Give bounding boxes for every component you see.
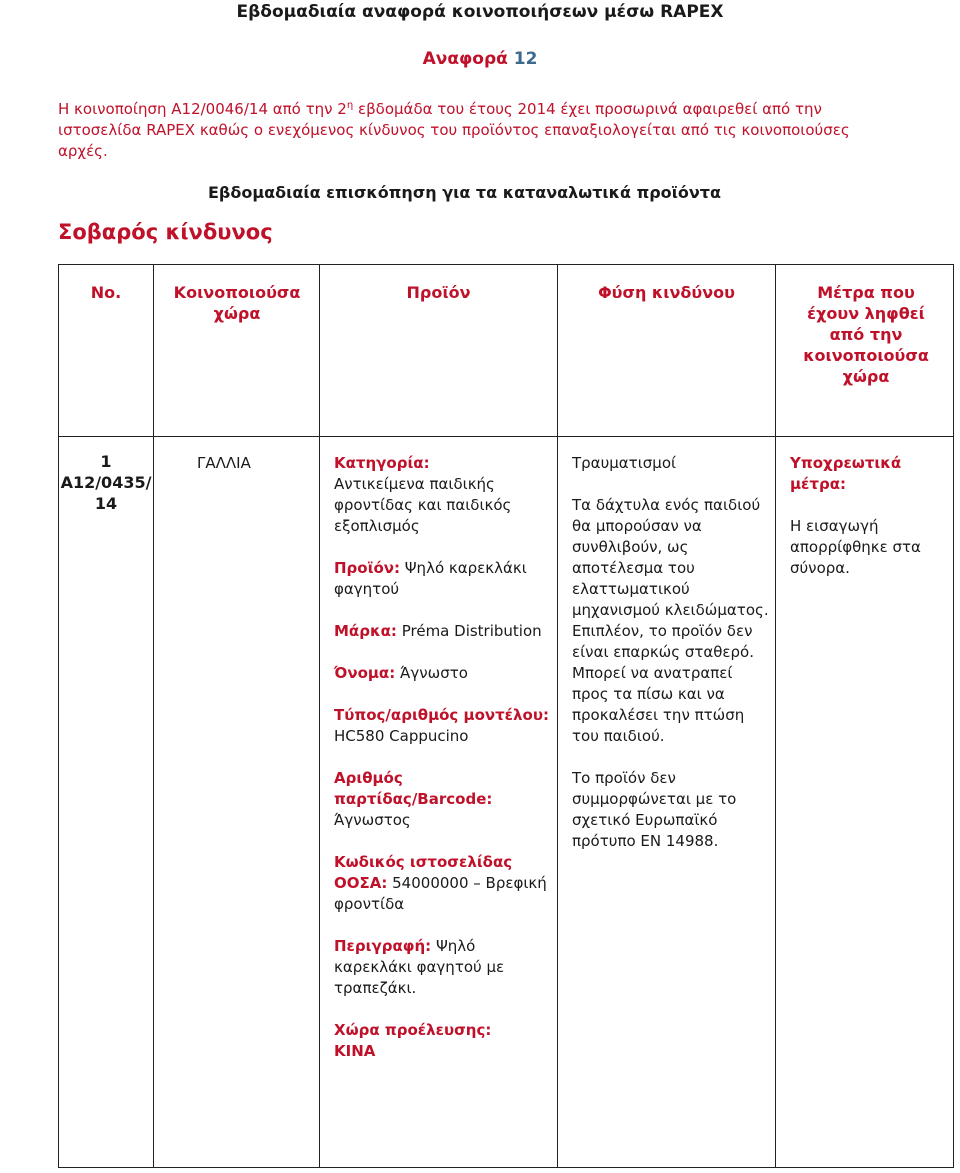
model-label: Τύπος/αριθμός μοντέλου: bbox=[334, 706, 549, 724]
header-product: Προϊόν bbox=[406, 283, 471, 302]
oecd-value: 54000000 – Βρεφική φροντίδα bbox=[334, 874, 547, 913]
product-model bbox=[334, 705, 552, 747]
product-description bbox=[334, 936, 552, 999]
category-value: Αντικείμενα παιδικής φροντίδας και παιδικός εξοπλισμός bbox=[334, 475, 512, 535]
row-ref-part-2: 14 bbox=[94, 494, 118, 513]
header-no: No. bbox=[90, 283, 122, 302]
category-label: Κατηγορία: bbox=[334, 454, 430, 472]
report-label: Αναφορά bbox=[422, 49, 508, 69]
risk-details bbox=[572, 453, 770, 852]
header-risk: Φύση κινδύνου bbox=[598, 283, 735, 302]
document-title: Εβδομαδιαία αναφορά κοινοποιήσεων μέσω RAPEX bbox=[236, 2, 724, 22]
notice-part-2: εβδομάδα του έτους 2014 έχει προσωρινά αφαιρεθεί από την ιστοσελίδα RAPEX καθώς ο ενεχόμενος κίνδυνος του προϊόντος επαναξιολογείται από τις κοινοποιούσες αρχές. bbox=[58, 100, 850, 160]
risk-type: Τραυματισμοί bbox=[572, 454, 677, 472]
notice-part-1: Η κοινοποίηση A12/0046/14 από την 2 bbox=[58, 100, 347, 118]
brand-value: Préma Distribution bbox=[401, 622, 542, 640]
report-number-line bbox=[0, 49, 960, 69]
header-country: Κοινοποιούσα χώρα bbox=[173, 283, 301, 323]
brand-label: Μάρκα: bbox=[334, 622, 397, 640]
row-index: 1 bbox=[100, 452, 112, 471]
product-value: Ψηλό καρεκλάκι φαγητού bbox=[334, 559, 527, 598]
row-country: ΓΑΛΛΙΑ bbox=[197, 454, 251, 472]
product-batch bbox=[334, 768, 552, 831]
measures-details bbox=[790, 453, 940, 579]
product-category bbox=[334, 453, 552, 537]
withdrawal-notice bbox=[58, 95, 888, 162]
measures-label: Υποχρεωτικά μέτρα: bbox=[790, 454, 902, 493]
description-value: Ψηλό καρεκλάκι φαγητού με τραπεζάκι. bbox=[334, 937, 505, 997]
origin-label: Χώρα προέλευσης: bbox=[334, 1021, 492, 1039]
risk-standard: Το προϊόν δεν συμμορφώνεται με το σχετικό Ευρωπαϊκό πρότυπο EN 14988. bbox=[572, 769, 737, 850]
column-divider bbox=[153, 265, 154, 1167]
description-label: Περιγραφή: bbox=[334, 937, 432, 955]
name-label: Όνομα: bbox=[334, 664, 396, 682]
risk-description: Τα δάχτυλα ενός παιδιού θα μπορούσαν να συνθλιβούν, ως αποτέλεσμα του ελαττωματικού μηχανισμού κλειδώματος. Επιπλέον, το προϊόν δεν είναι επαρκώς σταθερό. Μπορεί να ανατραπεί προς τα πίσω και να προκαλέσει την πτώση του παιδιού. bbox=[572, 496, 769, 745]
weekly-overview-heading: Εβδομαδιαία επισκόπηση για τα καταναλωτικά προϊόντα bbox=[208, 183, 721, 202]
row-ref-part-1: A12/0435/ bbox=[60, 473, 152, 492]
product-origin bbox=[334, 1020, 552, 1062]
measures-value: Η εισαγωγή απορρίφθηκε στα σύνορα. bbox=[790, 517, 921, 577]
risk-level-heading: Σοβαρός κίνδυνος bbox=[58, 220, 273, 244]
column-divider bbox=[319, 265, 320, 1167]
model-value: HC580 Cappucino bbox=[334, 727, 469, 745]
notifications-table bbox=[58, 264, 954, 1168]
origin-value: ΚΙΝΑ bbox=[334, 1042, 376, 1060]
header-measures: Μέτρα που έχουν ληφθεί από την κοινοποιούσα χώρα bbox=[803, 283, 929, 386]
header-divider bbox=[59, 436, 953, 437]
product-label: Προϊόν: bbox=[334, 559, 400, 577]
product-oecd-code bbox=[334, 852, 552, 915]
notice-superscript: η bbox=[346, 100, 354, 111]
product-brand bbox=[334, 621, 552, 642]
oecd-label: Κωδικός ιστοσελίδας ΟΟΣΑ: bbox=[334, 853, 513, 892]
row-reference bbox=[59, 451, 153, 514]
product-name bbox=[334, 558, 552, 600]
column-divider bbox=[775, 265, 776, 1167]
column-divider bbox=[557, 265, 558, 1167]
batch-value: Άγνωστος bbox=[334, 811, 411, 829]
product-details bbox=[334, 453, 552, 1062]
batch-label: Αριθμός παρτίδας/Barcode: bbox=[334, 769, 493, 808]
product-trade-name bbox=[334, 663, 552, 684]
name-value: Άγνωστο bbox=[400, 664, 468, 682]
report-number: 12 bbox=[513, 49, 538, 69]
